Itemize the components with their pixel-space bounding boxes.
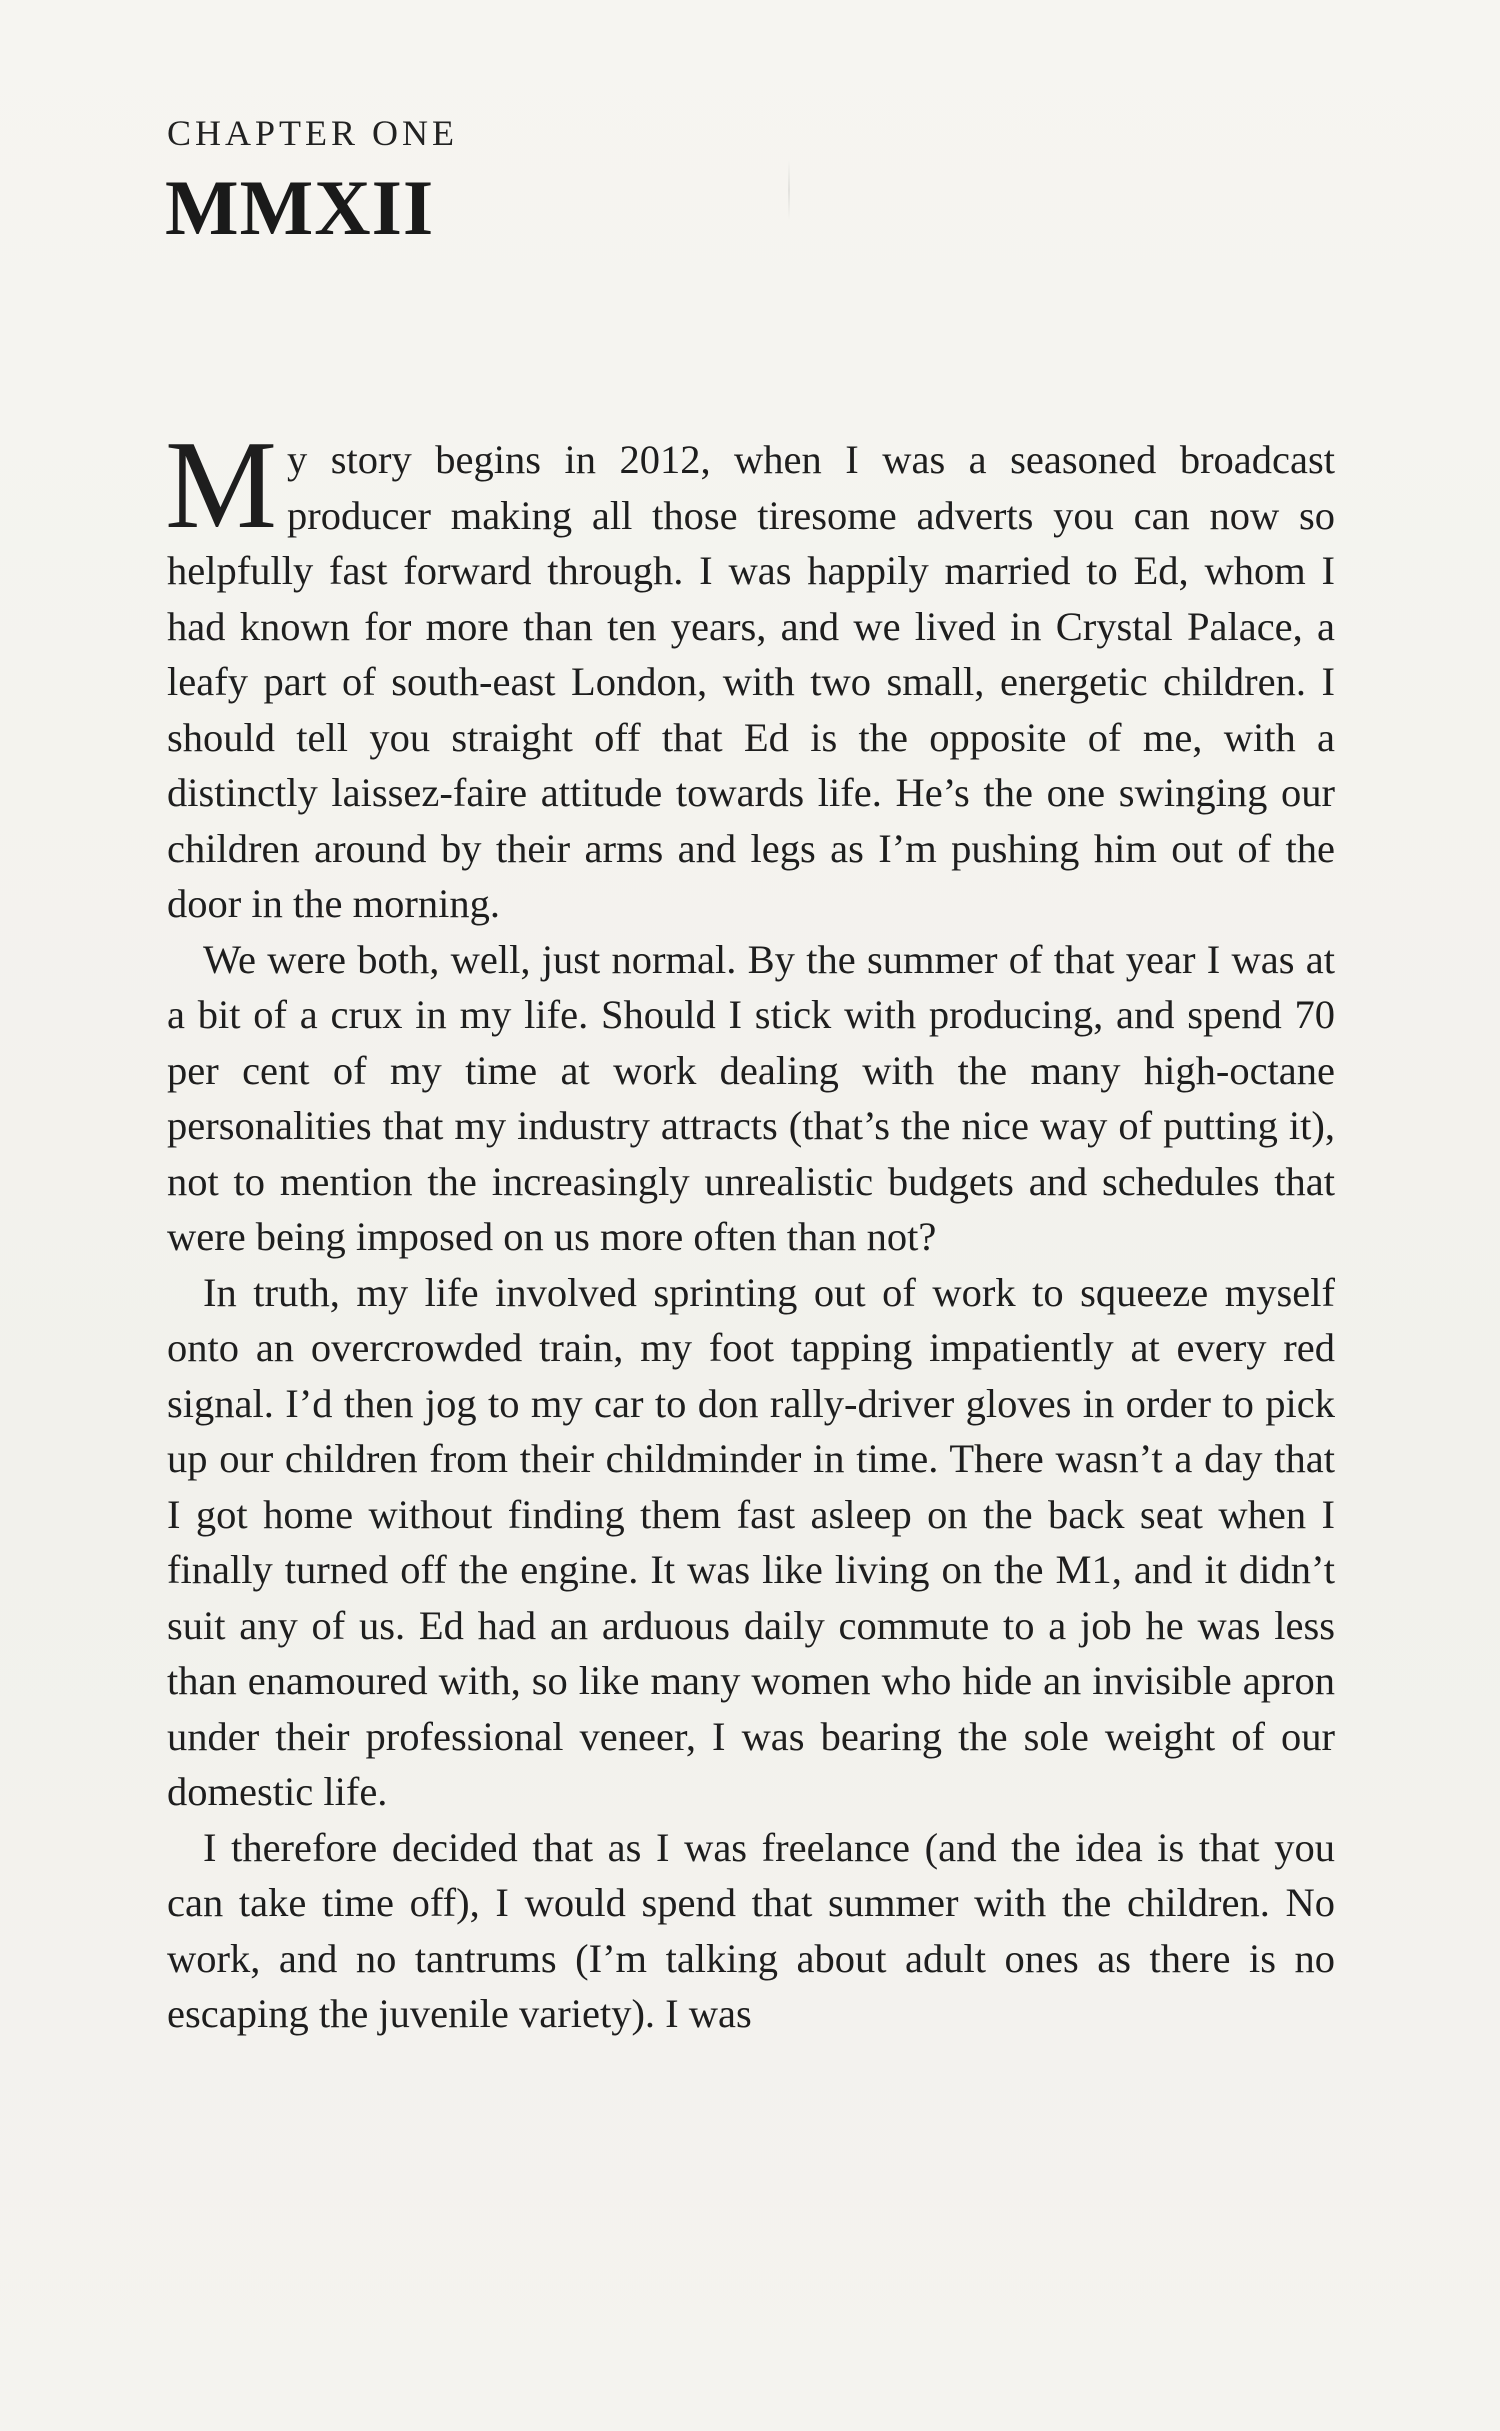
chapter-body	[165, 416, 1335, 2042]
paragraph-4: I therefore decided that as I was freelance (and the idea is that you can take time off), I would spend that summer with the children. No work, and no tantrums (I’m talking about adult ones as there is no escaping the juvenile variety). I was	[167, 1824, 1335, 2036]
paragraph-3: In truth, my life involved sprinting out of work to squeeze myself onto an overcrowded train, my foot tapping impatiently at every red signal. I’d then jog to my car to don rally-driver gloves in order to pick up our children from their childminder in time. There wasn’t a day that I got home without finding them fast asleep on the back seat when I finally turned off the engine. It was like living on the M1, and it didn’t suit any of us. Ed had an arduous daily commute to a job he was less than enamoured with, so like many women who hide an invisible apron under their professional veneer, I was bearing the sole weight of our domestic life.	[167, 1269, 1335, 1814]
chapter-label: CHAPTER ONE	[167, 113, 459, 153]
paragraph-1-text: y story begins in 2012, when I was a seasoned broadcast producer making all those tiresome adverts you can now so helpfully fast forward through. I was happily married to Ed, whom I had known for more than ten years, and we lived in Crystal Palace, a leafy part of south-east London, with two small, energetic children. I should tell you straight off that Ed is the opposite of me, with a distinctly laissez-faire attitude towards life. He’s the one swinging our children around by their arms and legs as I’m pushing him out of the door in the morning.	[167, 437, 1335, 926]
paragraph-2: We were both, well, just normal. By the summer of that year I was at a bit of a crux in my life. Should I stick with producing, and spend 70 per cent of my time at work dealing with the many high-octane personalities that my industry attracts (that’s the nice way of putting it), not to mention the increasingly unrealistic budgets and schedules that were being imposed on us more often than not?	[167, 936, 1335, 1259]
chapter-title: MMXII	[165, 164, 435, 251]
paragraph-1	[165, 416, 1335, 932]
drop-cap: M	[165, 416, 278, 555]
scan-artifact	[788, 160, 790, 220]
